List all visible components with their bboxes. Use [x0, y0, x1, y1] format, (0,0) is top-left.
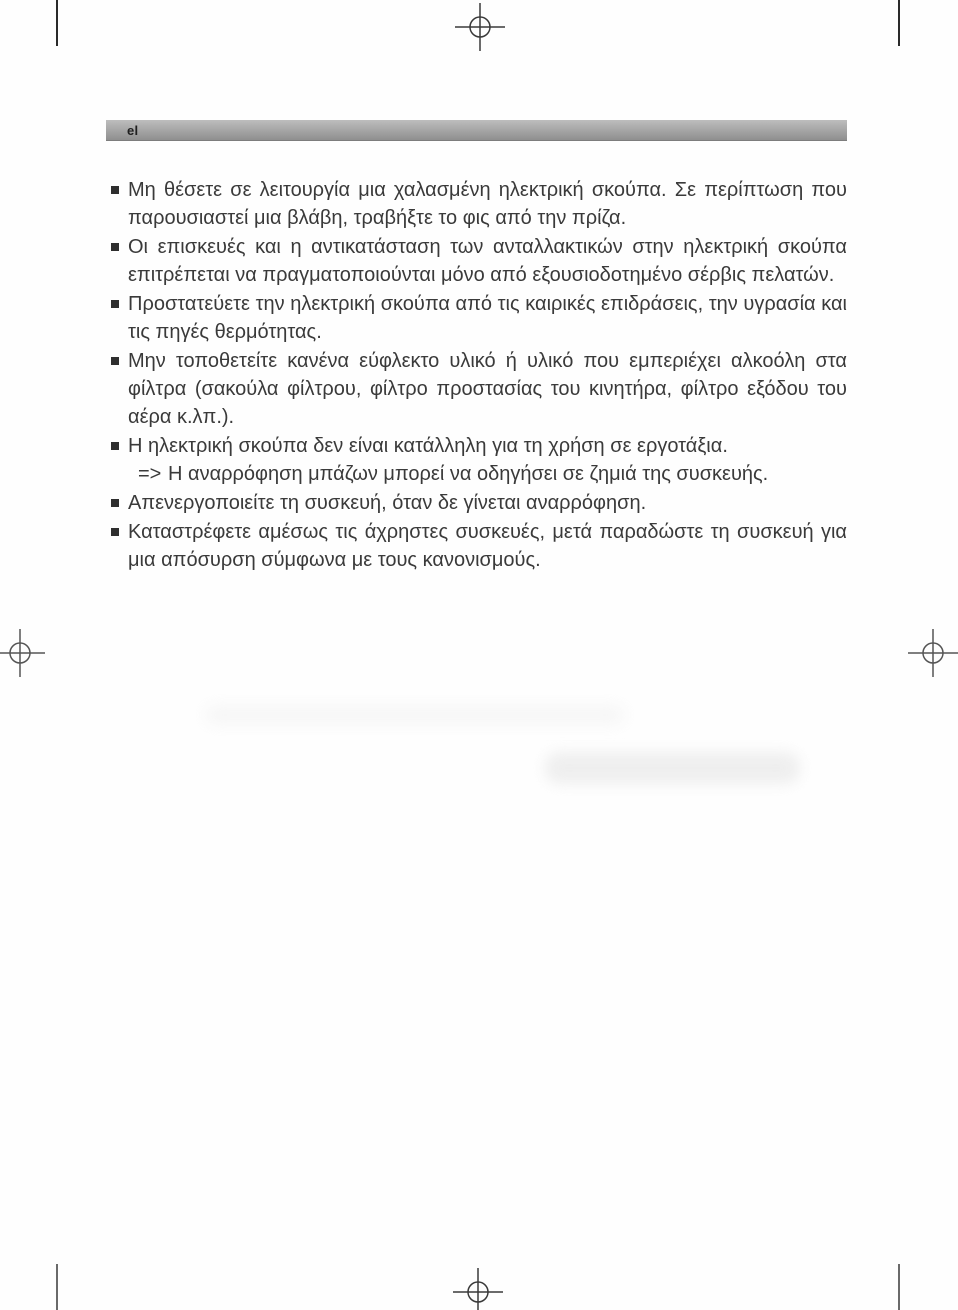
- consequence-note: [128, 460, 847, 488]
- list-item: [110, 290, 847, 346]
- list-item: [110, 432, 847, 488]
- language-label: el: [127, 122, 139, 138]
- item-text: Απενεργοποιείτε τη συσκευή, όταν δε γίνεται αναρρόφηση.: [128, 492, 647, 514]
- item-text: Οι επισκευές και η αντικατάσταση των ανταλλακτικών στην ηλεκτρική σκούπα επιτρέπεται να πραγματοποιούνται μόνο από εξουσιοδοτημένο σέρβις πελατών.: [128, 236, 847, 286]
- print-corner-line-top-right: [898, 0, 900, 46]
- item-text: Προστατεύετε την ηλεκτρική σκούπα από τις καιρικές επιδράσεις, την υγρασία και τις πηγές θερμότητας.: [128, 293, 847, 343]
- print-corner-line-top-left: [56, 0, 58, 46]
- square-bullet-icon: [111, 528, 119, 536]
- square-bullet-icon: [111, 186, 119, 194]
- list-item: [110, 233, 847, 289]
- item-text: Μη θέσετε σε λειτουργία μια χαλασμένη ηλεκτρική σκούπα. Σε περίπτωση που παρουσιαστεί μια βλάβη, τραβήξτε το φις από την πρίζα.: [128, 179, 847, 229]
- scan-smudge: [545, 752, 800, 784]
- list-item: [110, 176, 847, 232]
- square-bullet-icon: [111, 357, 119, 365]
- registration-mark-top: [452, 0, 508, 55]
- square-bullet-icon: [111, 499, 119, 507]
- square-bullet-icon: [111, 442, 119, 450]
- scan-smudge-faint: [205, 706, 625, 724]
- item-text: Η ηλεκτρική σκούπα δεν είναι κατάλληλη για τη χρήση σε εργοτάξια.: [128, 435, 728, 457]
- list-item: [110, 518, 847, 574]
- list-item: [110, 489, 847, 517]
- item-text: Καταστρέφετε αμέσως τις άχρηστες συσκευές, μετά παραδώστε τη συσκευή για μια απόσυρση σύμφωνα με τους κανονισμούς.: [128, 521, 847, 571]
- registration-mark-bottom: [450, 1264, 506, 1310]
- print-corner-line-bottom-right: [898, 1264, 900, 1310]
- registration-mark-right: [905, 625, 958, 681]
- instructions-text-block: [110, 176, 847, 575]
- square-bullet-icon: [111, 300, 119, 308]
- note-text: Η αναρρόφηση μπάζων μπορεί να οδηγήσει σε ζημιά της συσκευής.: [168, 463, 769, 485]
- list-item: [110, 347, 847, 431]
- instructions-list: [110, 176, 847, 574]
- language-header-bar: [106, 120, 847, 141]
- arrow-prefix: =>: [138, 463, 162, 485]
- item-text: Μην τοποθετείτε κανένα εύφλεκτο υλικό ή υλικό που εμπεριέχει αλκοόλη στα φίλτρα (σακούλα φίλτρου, φίλτρο προστασίας του κινητήρα, φίλτρο εξόδου του αέρα κ.λπ.).: [128, 350, 847, 428]
- print-corner-line-bottom-left: [56, 1264, 58, 1310]
- registration-mark-left: [0, 625, 48, 681]
- square-bullet-icon: [111, 243, 119, 251]
